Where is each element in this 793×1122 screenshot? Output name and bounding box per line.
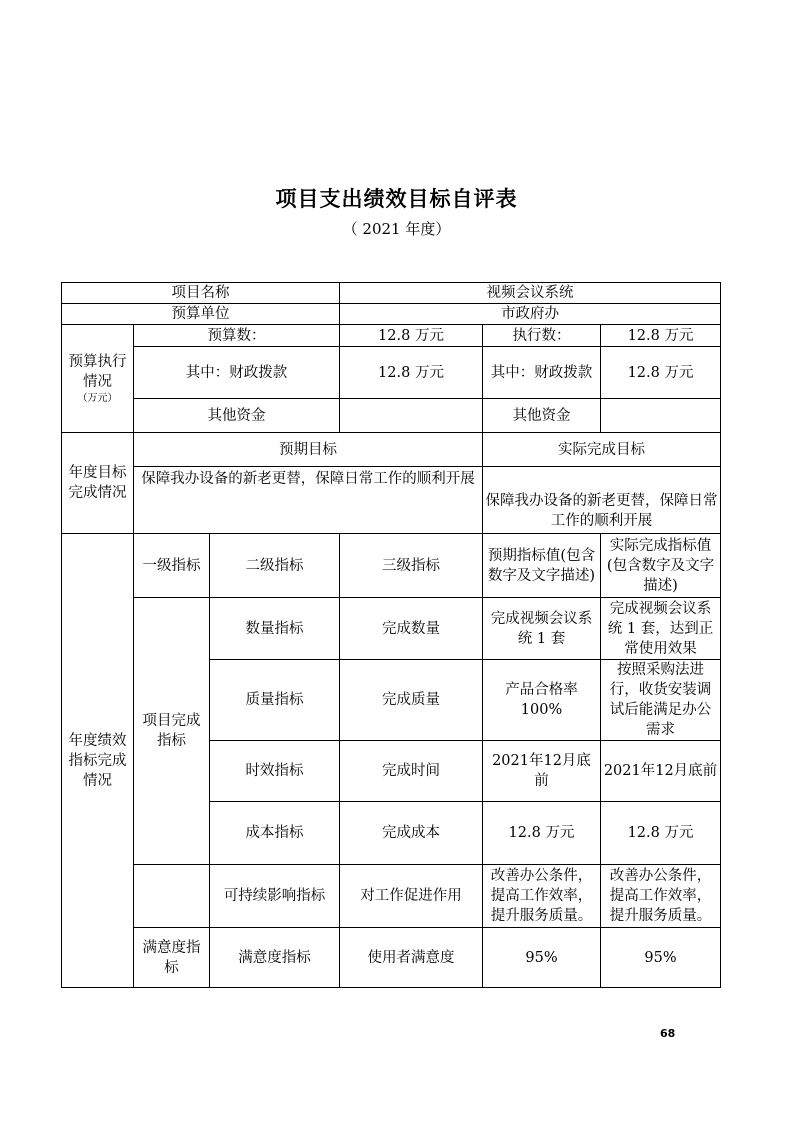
sustain-level1-empty <box>134 865 210 928</box>
header-level1: 一级指标 <box>134 534 210 598</box>
sustain-level3: 对工作促进作用 <box>340 865 483 928</box>
fiscal-label-budget: 其中：财政拨款 <box>134 347 340 399</box>
page-title: 项目支出绩效目标自评表 <box>275 187 518 211</box>
project-name-label: 项目名称 <box>62 283 340 304</box>
perf-label: 年度绩效指标完成情况 <box>62 534 134 988</box>
exec-amount-label: 执行数： <box>483 325 601 347</box>
table-row-actual: 完成视频会议系统 1 套，达到正常使用效果 <box>601 598 721 660</box>
sustain-level2: 可持续影响指标 <box>210 865 340 928</box>
satisfaction-expected: 95% <box>483 928 601 988</box>
table-row-level3: 完成数量 <box>340 598 483 660</box>
satisfaction-actual: 95% <box>601 928 721 988</box>
table-row-expected: 产品合格率 100% <box>483 660 601 741</box>
table-row-expected: 12.8 万元 <box>483 802 601 865</box>
page-subtitle <box>0 218 793 239</box>
table-row-level2: 质量指标 <box>210 660 340 741</box>
table-row-level2: 数量指标 <box>210 598 340 660</box>
sustain-actual: 改善办公条件，提高工作效率，提升服务质量。 <box>601 865 721 928</box>
table-row-level3: 完成成本 <box>340 802 483 865</box>
actual-goal-text: 保障我办设备的新老更替，保障日常工作的顺利开展 <box>483 467 721 534</box>
other-funds-value-budget <box>340 399 483 433</box>
sustain-expected: 改善办公条件，提高工作效率，提升服务质量。 <box>483 865 601 928</box>
subtitle-year: 2021 年度 <box>362 220 436 238</box>
project-name-value: 视频会议系统 <box>340 283 721 304</box>
subtitle-open-paren: （ <box>342 220 358 238</box>
fiscal-value-exec: 12.8 万元 <box>601 347 721 399</box>
expected-goal-header: 预期目标 <box>134 433 483 467</box>
actual-goal-header: 实际完成目标 <box>483 433 721 467</box>
performance-self-evaluation-table <box>61 282 721 988</box>
exec-amount-value: 12.8 万元 <box>601 325 721 347</box>
expected-goal-text: 保障我办设备的新老更替，保障日常工作的顺利开展 <box>134 467 483 534</box>
fiscal-value-budget: 12.8 万元 <box>340 347 483 399</box>
other-funds-label-exec: 其他资金 <box>483 399 601 433</box>
budget-exec-label: 预算执行情况 <box>68 353 127 390</box>
budget-exec-cell <box>62 325 134 433</box>
table-row-actual: 12.8 万元 <box>601 802 721 865</box>
table-row-expected: 完成视频会议系统 1 套 <box>483 598 601 660</box>
satisfaction-level2: 满意度指标 <box>210 928 340 988</box>
project-output-label: 项目完成指标 <box>134 598 210 865</box>
table-row-level2: 成本指标 <box>210 802 340 865</box>
satisfaction-level1: 满意度指标 <box>134 928 210 988</box>
budget-unit-label: 预算单位 <box>62 304 340 325</box>
table-row-actual: 2021年12月底前 <box>601 741 721 802</box>
subtitle-close-paren: ） <box>435 220 451 238</box>
budget-amount-value: 12.8 万元 <box>340 325 483 347</box>
header-level3: 三级指标 <box>340 534 483 598</box>
fiscal-label-exec: 其中：财政拨款 <box>483 347 601 399</box>
header-expected: 预期指标值(包含数字及文字描述) <box>483 534 601 598</box>
table-row-level3: 完成质量 <box>340 660 483 741</box>
page-number: 68 <box>660 1027 676 1040</box>
other-funds-value-exec <box>601 399 721 433</box>
satisfaction-level3: 使用者满意度 <box>340 928 483 988</box>
header-level2: 二级指标 <box>210 534 340 598</box>
table-row-level2: 时效指标 <box>210 741 340 802</box>
budget-amount-label: 预算数： <box>134 325 340 347</box>
table-row-expected: 2021年12月底前 <box>483 741 601 802</box>
table-row-actual: 按照采购法进行，收货安装调试后能满足办公需求 <box>601 660 721 741</box>
other-funds-label-budget: 其他资金 <box>134 399 340 433</box>
budget-exec-unit: （万元） <box>77 392 118 404</box>
budget-unit-value: 市政府办 <box>340 304 721 325</box>
header-actual: 实际完成指标值(包含数字及文字描述) <box>601 534 721 598</box>
table-row-level3: 完成时间 <box>340 741 483 802</box>
annual-goal-label: 年度目标完成情况 <box>62 433 134 534</box>
